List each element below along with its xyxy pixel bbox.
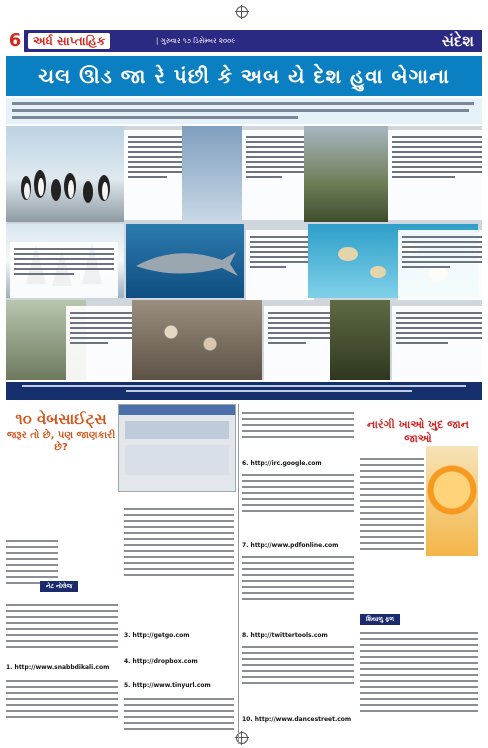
url-item: 6. http://irc.google.com: [242, 460, 322, 467]
url-item: 10. http://www.dancestreet.com: [242, 716, 352, 723]
caption-box: [66, 306, 138, 380]
newspaper-name: સંદેશ: [441, 32, 474, 50]
page-number: 6: [6, 30, 24, 52]
orange-juice-photo: [426, 446, 478, 556]
column-divider: [238, 404, 239, 744]
orange-article: [242, 404, 482, 744]
websites-article: [6, 404, 236, 744]
url-item: 1. http://www.snabbdikali.com: [6, 664, 110, 671]
shark-photo: [126, 224, 244, 298]
sky-photo: [182, 126, 242, 222]
orange-headline: નારંગી ખાઓ ખુદ જાન જાઓ: [367, 418, 469, 445]
url-item: 4. http://dropbox.com: [124, 658, 198, 665]
caption-box: [124, 130, 188, 220]
penguins-illustration: [6, 126, 124, 222]
caption-box: [388, 130, 486, 220]
supplement-brand: અર્ધ સાપ્તાહિક: [28, 33, 110, 49]
websites-headline: ૧૦ વેબસાઈટ્સ: [15, 410, 107, 428]
url-item: 3. http://getgo.com: [124, 632, 190, 639]
article-column: [124, 504, 234, 580]
caption-box: [246, 230, 314, 300]
photo-grid: [6, 126, 482, 380]
caption-box: [392, 306, 486, 380]
field-photo: [304, 126, 388, 222]
caption-box: [242, 130, 310, 220]
article-column: [242, 470, 354, 516]
caption-box: [264, 306, 336, 380]
websites-subheadline: જરૂર તો છે, પણ જાણકારી છે?: [6, 430, 116, 453]
article-column: [6, 600, 118, 652]
photo-grid-footer: [6, 382, 482, 400]
feature-intro: [6, 98, 482, 124]
birds-crowd-photo: [132, 300, 262, 380]
feature-headline: ચલ ઊડ જા રે પંછી કે અબ યે દેશ હુવા બેગાના: [6, 56, 482, 96]
article-column: [360, 454, 424, 554]
shark-illustration: [126, 224, 244, 298]
issue-date: | ગુરુવાર ૧૭ ડિસેમ્બર ૨૦૦૯: [156, 37, 236, 45]
article-column: [6, 676, 118, 722]
article-column: [360, 628, 478, 716]
page-header: [6, 30, 482, 52]
article-column: [242, 408, 354, 442]
registration-mark-top: [236, 6, 248, 18]
url-item: 7. http://www.pdfonline.com: [242, 542, 339, 549]
caption-box: [10, 242, 118, 298]
penguins-photo: [6, 126, 124, 222]
net-knowledge-label: નેટ નોલેજ: [40, 581, 78, 592]
wildlife-photo: [330, 300, 390, 380]
caption-box: [398, 230, 486, 300]
winter-fruit-label: શિયાળુ ફળ: [360, 614, 400, 625]
url-item: 5. http://www.tinyurl.com: [124, 682, 211, 689]
screenshot-graphic: [118, 404, 236, 492]
article-column: [242, 642, 354, 688]
article-column: [242, 552, 354, 604]
url-item: 8. http://twittertools.com: [242, 632, 328, 639]
article-column: [124, 694, 234, 734]
